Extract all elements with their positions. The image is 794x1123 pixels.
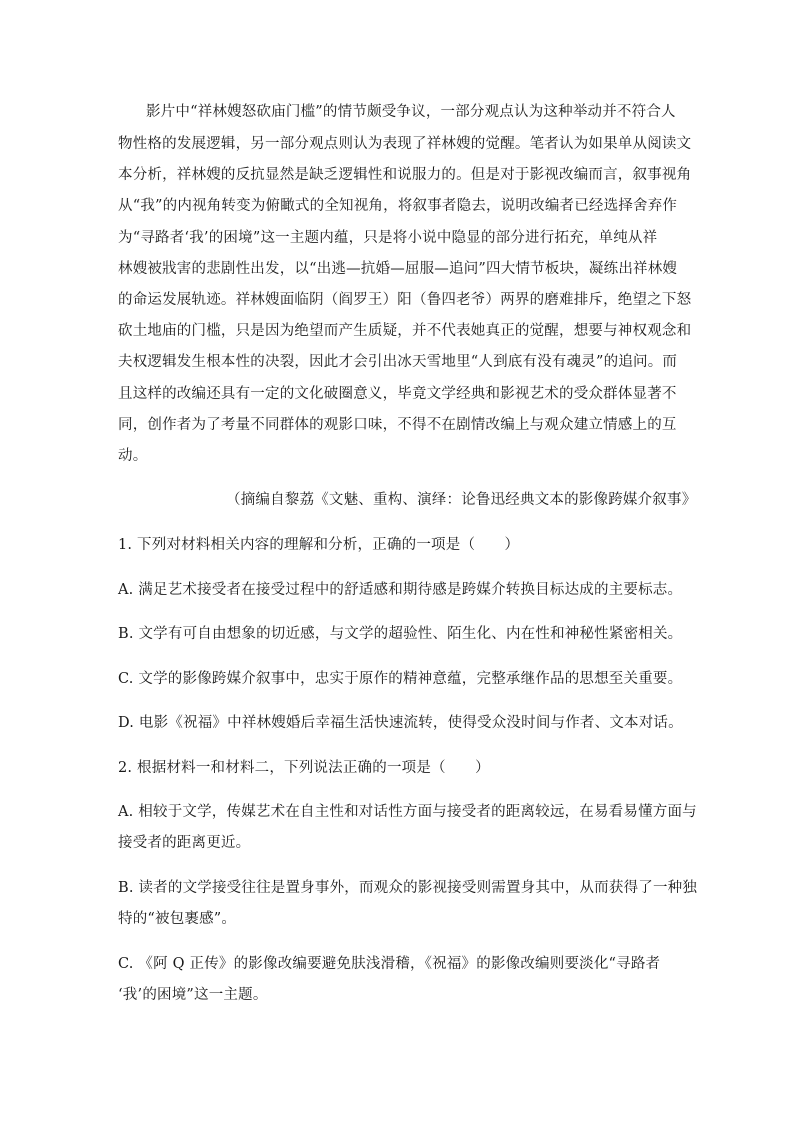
passage-line-2: 物性格的发展逻辑，另一部分观点则认为表现了祥林嫂的觉醒。笔者认为如果单从阅读文 [118,136,692,152]
question-1-option-d: D. 电影《祝福》中祥林嫂婚后幸福生活快速流转，使得受众没时间与作者、文本对话。 [118,715,683,731]
passage-line-5: 为“寻路者‘我’的困境”这一主题内蕴，只是将小说中隐显的部分进行拓充，单纯从祥 [118,230,658,246]
question-1-option-c: C. 文学的影像跨媒介叙事中，忠实于原作的精神意蕴，完整承继作品的思想至关重要。 [118,671,683,687]
passage-line-7: 的命运发展轨迹。祥林嫂面临阴（阎罗王）阳（鲁四老爷）两界的磨难排斥，绝望之下怒 [118,292,692,308]
passage-line-12: 动。 [118,448,148,464]
passage-line-11: 同，创作者为了考量不同群体的观影口味，不得不在剧情改编上与观众建立情感上的互 [118,417,677,433]
passage-line-1: 影片中“祥林嫂怒砍庙门槛”的情节颇受争议，一部分观点认为这种举动并不符合人 [146,104,676,120]
passage-line-10: 且这样的改编还具有一定的文化破圈意义，毕竟文学经典和影视艺术的受众群体显著不 [118,386,677,402]
question-1-option-a: A. 满足艺术接受者在接受过程中的舒适感和期待感是跨媒介转换目标达成的主要标志。 [118,582,683,598]
question-2-option-a-line-1: A. 相较于文学，传媒艺术在自主性和对话性方面与接受者的距离较远，在易看易懂方面与 [118,804,697,820]
question-1-stem: 1. 下列对材料相关内容的理解和分析，正确的一项是（ ） [118,537,520,553]
question-1-option-b: B. 文学有可自由想象的切近感，与文学的超验性、陌生化、内在性和神秘性紧密相关。 [118,626,683,642]
question-2-option-b-line-2: 特的“被包裹感”。 [118,911,237,927]
question-2-option-b-line-1: B. 读者的文学接受往往是置身事外，而观众的影视接受则需置身其中，从而获得了一种独 [118,880,698,896]
question-2-option-a-line-2: 接受者的距离更近。 [118,835,251,851]
passage-line-6: 林嫂被戕害的悲剧性出发，以“出逃—抗婚—屈服—追问”四大情节板块，凝练出祥林嫂 [118,261,678,277]
question-2-stem: 2. 根据材料一和材料二，下列说法正确的一项是（ ） [118,760,490,776]
question-2-option-c-line-2: ‘我’的困境”这一主题。 [118,987,268,1003]
passage-line-8: 砍土地庙的门槛，只是因为绝望而产生质疑，并不代表她真正的觉醒，想要与神权观念和 [118,323,692,339]
citation: （摘编自黎荔《文魅、重构、演绎：论鲁迅经典文本的影像跨媒介叙事》 [226,492,697,508]
passage-line-3: 本分析，祥林嫂的反抗显然是缺乏逻辑性和说服力的。但是对于影视改编而言，叙事视角 [118,167,692,183]
passage-line-4: 从“我”的内视角转变为俯瞰式的全知视角，将叙事者隐去，说明改编者已经选择舍弃作 [118,198,678,214]
question-2-option-c-line-1: C. 《阿 Q 正传》的影像改编要避免肤浅滑稽，《祝福》的影像改编则要淡化“寻路者 [118,956,661,972]
passage-line-9: 夫权逻辑发生根本性的决裂，因此才会引出冰天雪地里“人到底有没有魂灵”的追问。而 [118,354,678,370]
